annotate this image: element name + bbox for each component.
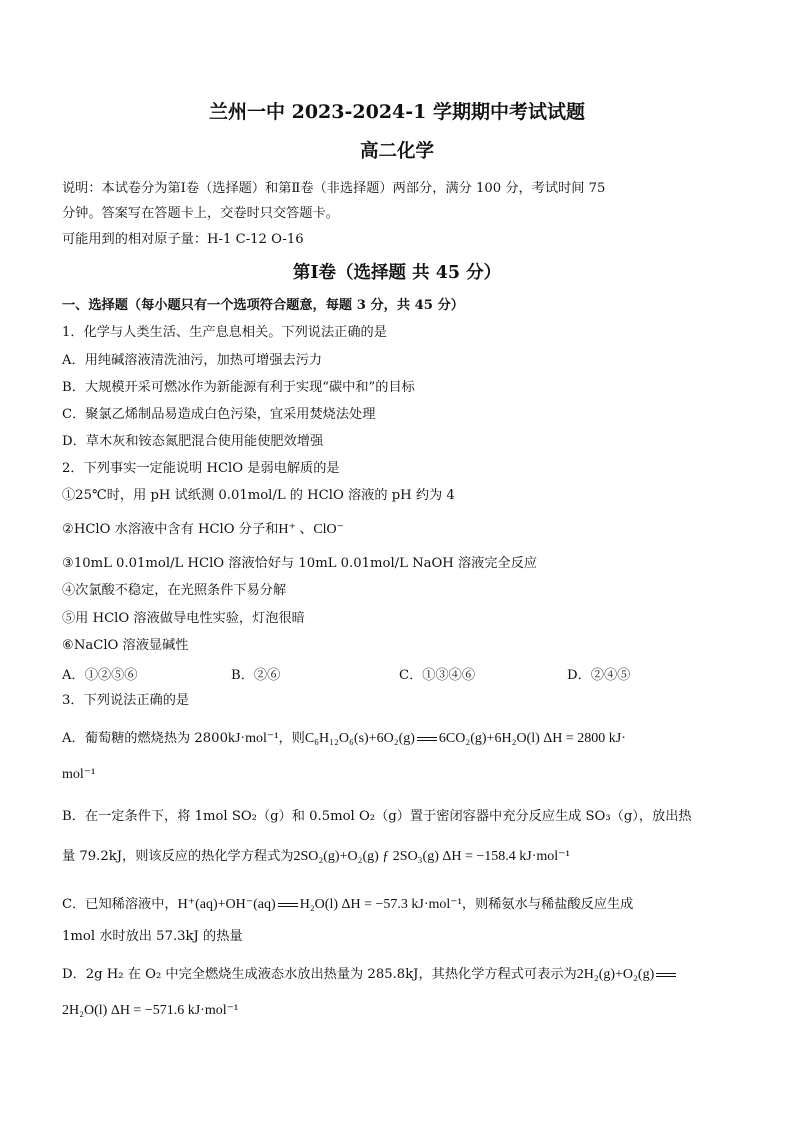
q3-a-equation-left: C₆H₁₂O₆(s)+6O₂(g) (304, 731, 415, 746)
q2-item-2-ions: H⁺ 、ClO⁻ (278, 522, 345, 537)
q3-a-continuation: mol⁻¹ (62, 767, 96, 782)
q3-c-equation-left: H⁺(aq)+OH⁻(aq) (177, 897, 276, 912)
q3-option-b-line-1: B．在一定条件下，将 1mol SO₂（g）和 0.5mol O₂（g）置于密闭容器中充分反应生成 SO₃（g），放出热 (62, 809, 692, 824)
q3-b-text: 量 79.2kJ，则该反应的热化学方程式为 (62, 849, 294, 864)
q2-item-3: ③10mL 0.01mol/L HClO 溶液恰好与 10mL 0.01mol/L NaOH 溶液完全反应 (62, 556, 538, 571)
q3-a-equation-right: 6CO₂(g)+6H₂O(l) ΔH = 2800 kJ· (438, 731, 626, 746)
q3-option-c-line-1 (62, 896, 633, 914)
q3-a-text: A．葡萄糖的燃烧热为 2800 (62, 731, 228, 746)
section-title: 第Ⅰ卷（选择题 共 45 分） (292, 263, 502, 283)
q2-choice-a: A．①②⑤⑥ (62, 668, 138, 683)
q3-option-c-line-2: 1mol 水时放出 57.3kJ 的热量 (62, 929, 243, 944)
q2-item-2 (62, 521, 344, 539)
q3-d-text: D．2g H₂ 在 O₂ 中完全燃烧生成液态水放出热量为 285.8kJ，其热化学方程式可表示为 (62, 967, 577, 982)
q2-stem: 2．下列事实一定能说明 HClO 是弱电解质的是 (62, 461, 340, 476)
q2-item-1: ①25℃时，用 pH 试纸测 0.01mol/L 的 HClO 溶液的 pH 约为 4 (62, 488, 455, 503)
q3-option-b-line-2 (62, 848, 570, 866)
instructions-line-2: 分钟。答案写在答题卡上，交卷时只交答题卡。 (62, 206, 339, 221)
subject-title: 高二化学 (359, 141, 434, 162)
equals-arrow-icon (656, 973, 676, 977)
q2-choice-b: B．②⑥ (231, 668, 281, 683)
q2-choice-d: D．②④⑤ (567, 668, 631, 683)
q3-option-d-line-2: 2H₂O(l) ΔH = −571.6 kJ·mol⁻¹ (62, 1003, 239, 1018)
q2-item-2-text: ②HClO 水溶液中含有 HClO 分子和 (62, 522, 279, 537)
q1-option-a: A．用纯碱溶液清洗油污，加热可增强去污力 (62, 353, 323, 368)
q2-item-4: ④次氯酸不稳定，在光照条件下易分解 (62, 583, 287, 598)
q1-option-b: B．大规模开采可燃冰作为新能源有利于实现“碳中和”的目标 (62, 380, 415, 395)
instructions-line-1: 说明：本试卷分为第Ⅰ卷（选择题）和第Ⅱ卷（非选择题）两部分，满分 100 分，考试时间 75 (62, 181, 606, 196)
q3-option-d-line-1 (62, 966, 678, 984)
q3-option-a (62, 730, 626, 748)
q3-stem: 3．下列说法正确的是 (62, 693, 190, 708)
equals-arrow-icon (417, 737, 437, 741)
q3-a-then: ，则 (278, 731, 305, 746)
q3-c-text: C．已知稀溶液中， (62, 897, 178, 912)
equals-arrow-icon (278, 903, 298, 907)
q3-c-equation-right: H₂O(l) ΔH = −57.3 kJ·mol⁻¹ (299, 897, 462, 912)
q2-item-6: ⑥NaClO 溶液显碱性 (62, 638, 189, 653)
q1-stem: 1．化学与人类生活、生产息息相关。下列说法正确的是 (62, 325, 387, 340)
exam-title: 兰州一中 2023-2024-1 学期期中考试试题 (209, 101, 585, 123)
q1-option-c: C．聚氯乙烯制品易造成白色污染，宜采用焚烧法处理 (62, 407, 376, 422)
q3-c-tail: ，则稀氨水与稀盐酸反应生成 (461, 897, 634, 912)
q2-item-5: ⑤用 HClO 溶液做导电性实验，灯泡很暗 (62, 611, 305, 626)
q3-b-equation: 2SO₂(g)+O₂(g) ƒ 2SO₃(g) ΔH = −158.4 kJ·mol⁻¹ (293, 849, 570, 864)
q3-a-unit: kJ·mol⁻¹ (227, 731, 279, 746)
section-heading: 一、选择题（每小题只有一个选项符合题意，每题 3 分，共 45 分） (62, 298, 464, 313)
q1-option-d: D．草木灰和铵态氮肥混合使用能使肥效增强 (62, 434, 324, 449)
q3-d-equation-left: 2H₂(g)+O₂(g) (576, 967, 655, 982)
q2-choice-c: C．①③④⑥ (399, 668, 476, 683)
atomic-masses: 可能用到的相对原子量：H-1 C-12 O-16 (62, 232, 304, 247)
